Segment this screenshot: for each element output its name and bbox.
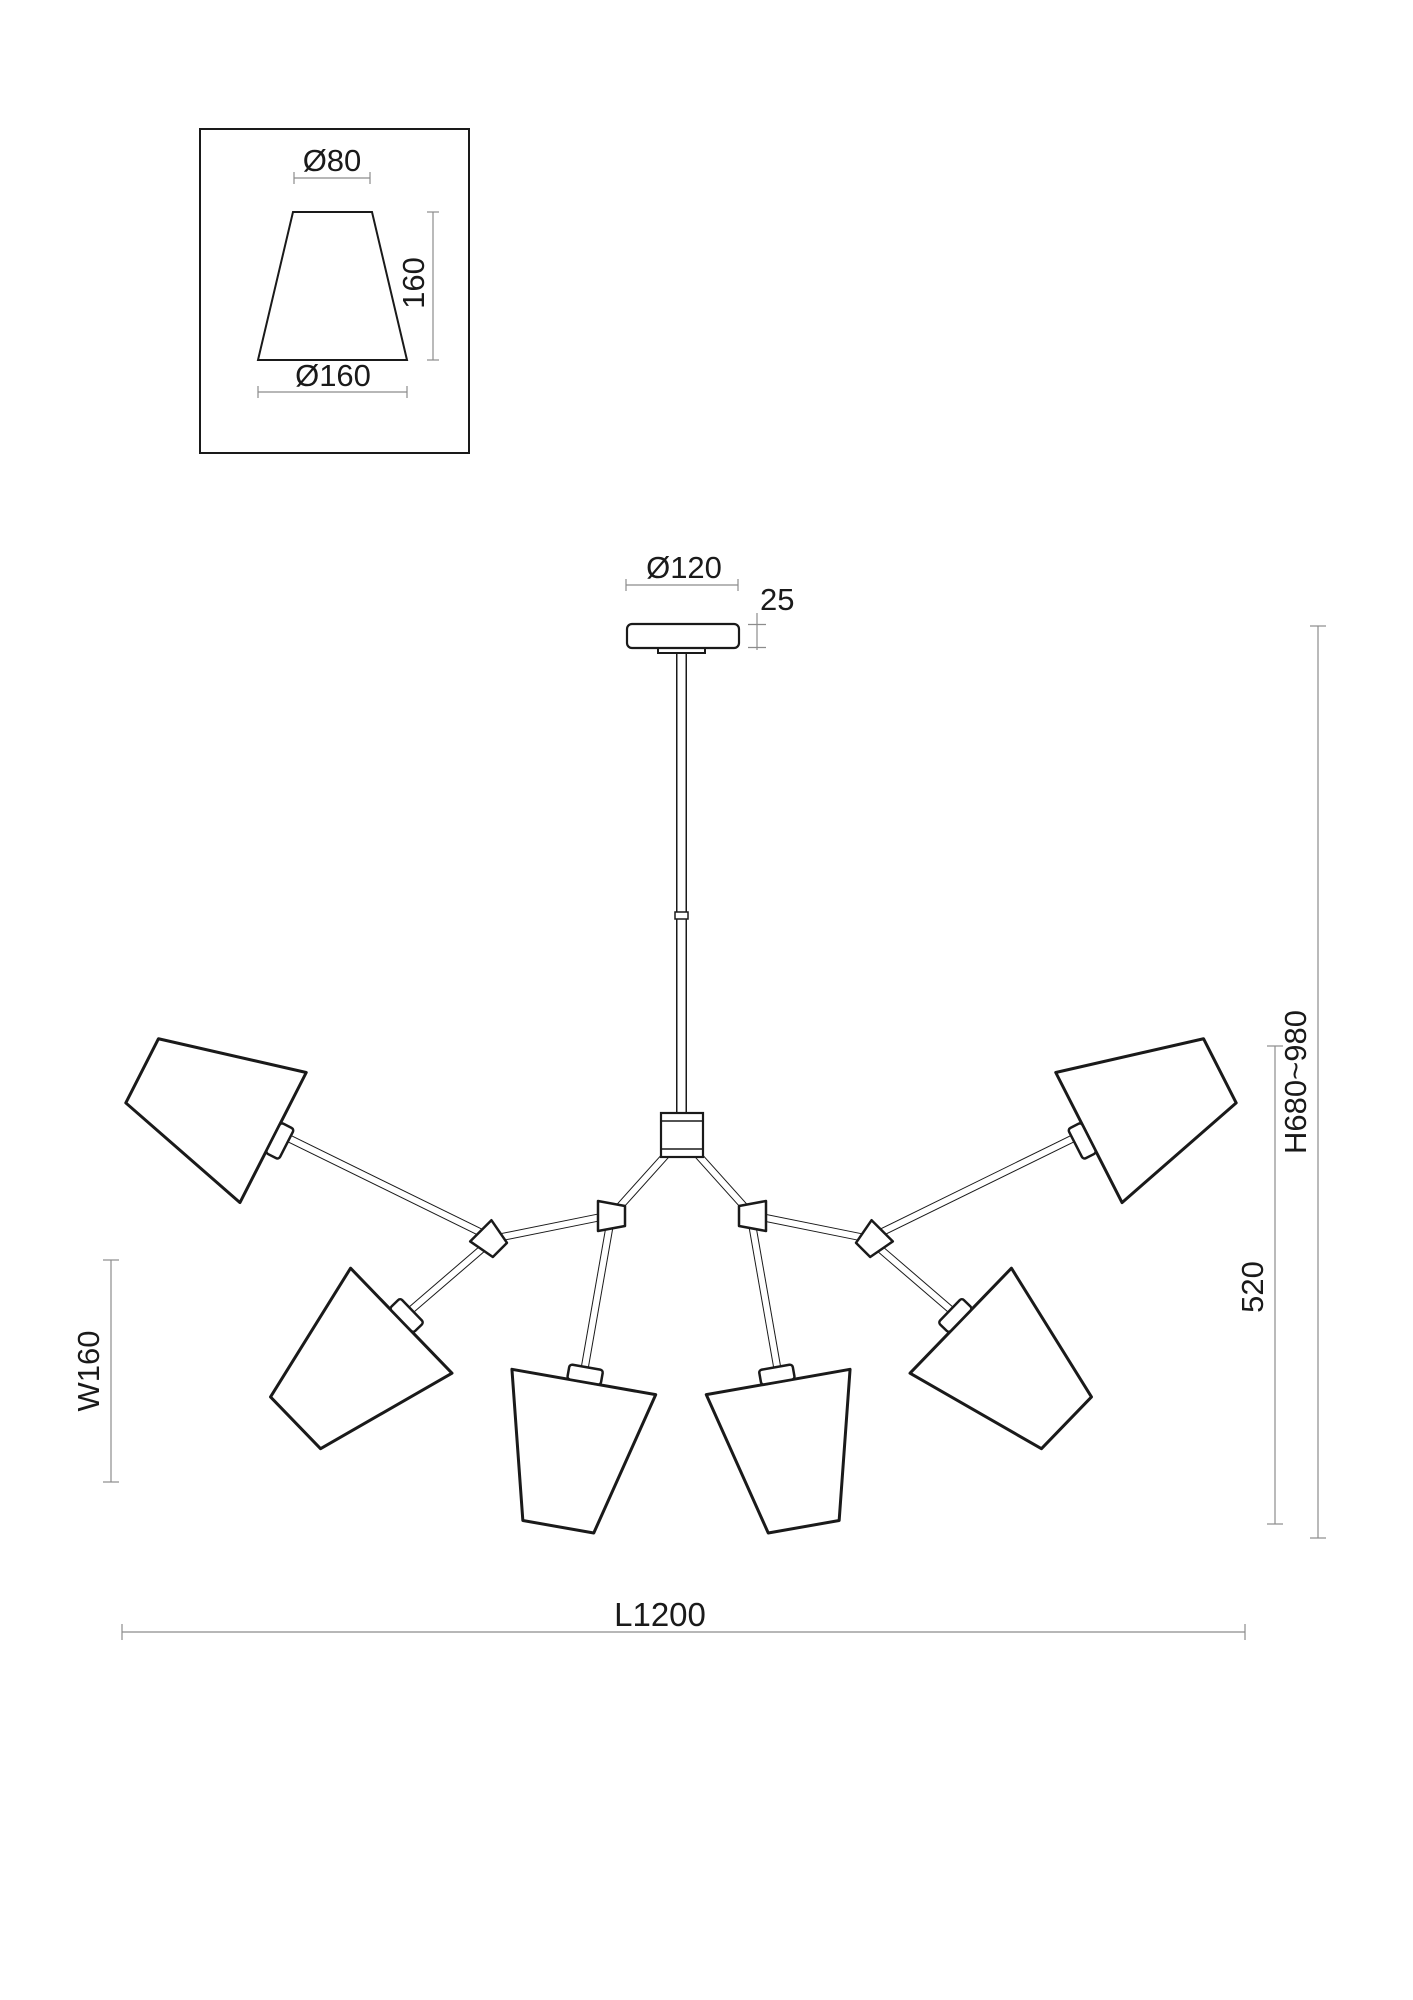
overall-height-label: H680~980: [1278, 1010, 1313, 1154]
inner-joint-right: [739, 1201, 766, 1231]
overall-length-label: L1200: [614, 1596, 706, 1633]
canopy-diameter-label: Ø120: [646, 550, 722, 585]
ceiling-canopy: [627, 624, 739, 653]
canopy-height-label: 25: [760, 582, 795, 617]
shade-upper-right: [1042, 1006, 1253, 1210]
central-hub: [661, 1113, 703, 1157]
suspension-rod: [675, 651, 688, 1115]
canopy-height-dim-line: [748, 613, 766, 650]
canopy-body: [627, 624, 739, 648]
inset-height-label: 160: [396, 257, 431, 309]
rod-joint: [675, 912, 688, 919]
shade-width-label: W160: [71, 1330, 106, 1412]
inset-top-diameter-label: Ø80: [302, 143, 362, 178]
shade-detail-inset: [200, 129, 469, 453]
shade-upper-left: [109, 1006, 320, 1210]
inner-joint-left: [598, 1201, 625, 1231]
shade-bottom-left: [486, 1355, 658, 1540]
shade-bottom-right: [704, 1355, 876, 1540]
drop-height-label: 520: [1235, 1261, 1270, 1313]
inset-bottom-diameter-label: Ø160: [295, 358, 371, 393]
